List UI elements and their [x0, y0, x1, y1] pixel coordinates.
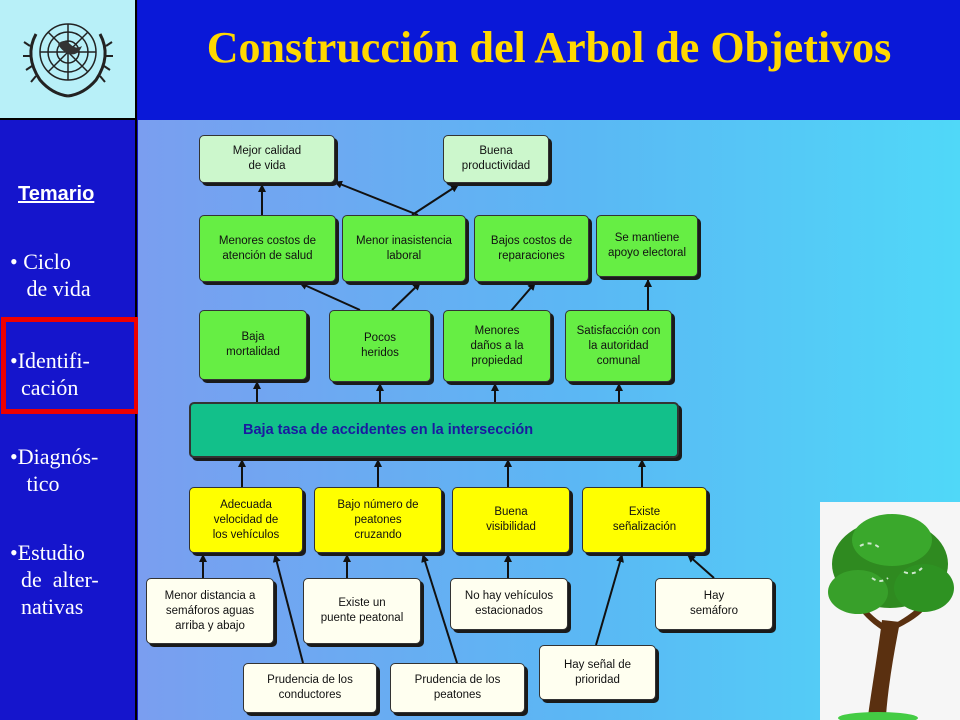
node-menor-inasistencia: Menor inasistencia laboral	[342, 215, 466, 282]
sidebar	[0, 120, 137, 720]
node-bajo-numero-peatones: Bajo número de peatones cruzando	[314, 487, 442, 553]
node-satisfaccion: Satisfacción con la autoridad comunal	[565, 310, 672, 382]
node-prudencia-conductores: Prudencia de los conductores	[243, 663, 377, 713]
node-apoyo-electoral: Se mantiene apoyo electoral	[596, 215, 698, 277]
node-existe-senalizacion: Existe señalización	[582, 487, 707, 553]
node-buena-productividad: Buena productividad	[443, 135, 549, 183]
node-menor-distancia-semaforos: Menor distancia a semáforos aguas arriba y abajo	[146, 578, 274, 644]
node-baja-mortalidad: Baja mortalidad	[199, 310, 307, 380]
node-mejor-calidad: Mejor calidad de vida	[199, 135, 335, 183]
node-adecuada-velocidad: Adecuada velocidad de los vehículos	[189, 487, 303, 553]
node-menores-costos-salud: Menores costos de atención de salud	[199, 215, 336, 282]
node-puente-peatonal: Existe un puente peatonal	[303, 578, 421, 644]
sidebar-item-ciclo[interactable]: • Ciclo de vida	[10, 249, 91, 301]
node-menores-danos: Menores daños a la propiedad	[443, 310, 551, 382]
page-title: Construcción del Arbol de Objetivos	[206, 23, 892, 72]
sidebar-heading[interactable]: Temario	[18, 183, 95, 205]
node-buena-visibilidad: Buena visibilidad	[452, 487, 570, 553]
sidebar-item-identificacion[interactable]: •Identifi- cación	[10, 348, 90, 400]
sidebar-item-estudio[interactable]: •Estudio de alter- nativas	[10, 540, 99, 619]
tree-icon	[820, 502, 960, 720]
node-bajos-costos-reparaciones: Bajos costos de reparaciones	[474, 215, 589, 282]
sidebar-item-diagnostico[interactable]: •Diagnós- tico	[10, 444, 99, 496]
node-pocos-heridos: Pocos heridos	[329, 310, 431, 382]
node-hay-semaforo: Hay semáforo	[655, 578, 773, 630]
selected-item-highlight	[1, 317, 139, 414]
node-central-objective: Baja tasa de accidentes en la intersección	[189, 402, 679, 458]
node-senal-prioridad: Hay señal de prioridad	[539, 645, 656, 700]
tree-illustration	[820, 502, 960, 720]
logo-panel	[0, 0, 137, 120]
un-emblem-icon	[0, 0, 137, 120]
node-no-vehiculos-estacionados: No hay vehículos estacionados	[450, 578, 568, 630]
node-prudencia-peatones: Prudencia de los peatones	[390, 663, 525, 713]
